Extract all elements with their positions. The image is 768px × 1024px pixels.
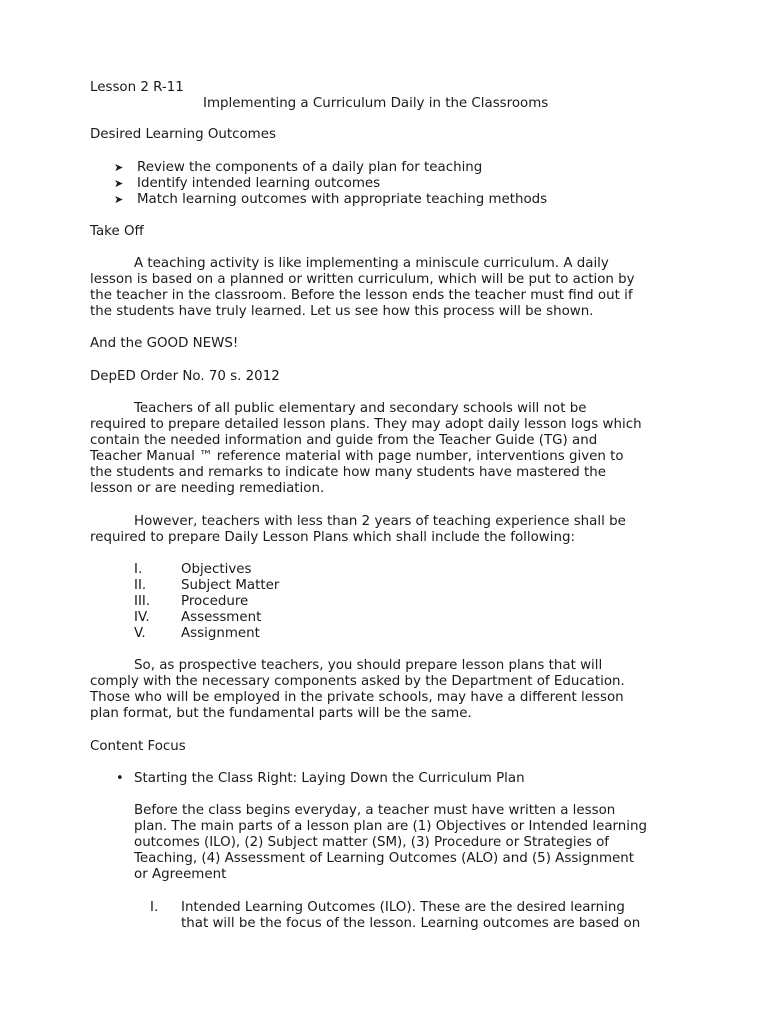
deped-order: DepED Order No. 70 s. 2012 — [90, 369, 280, 384]
news-p1-line: Teacher Manual ™ reference material with page number, interventions given to — [90, 449, 624, 464]
news-p3-line: Those who will be employed in the private schools, may have a different lesson — [90, 690, 624, 705]
plan-item-number: II. — [134, 578, 147, 593]
bullet-icon: • — [116, 771, 124, 786]
content-para-line: or Agreement — [134, 867, 227, 882]
plan-item-number: IV. — [134, 610, 150, 625]
lesson-title: Implementing a Curriculum Daily in the Classrooms — [203, 96, 549, 111]
content-para-line: outcomes (ILO), (2) Subject matter (SM), (3) Procedure or Strategies of — [134, 835, 610, 850]
news-p2-line: required to prepare Daily Lesson Plans which shall include the following: — [90, 530, 575, 545]
arrow-bullet-icon: ➤ — [114, 177, 124, 190]
arrow-bullet-icon: ➤ — [114, 161, 124, 174]
news-p1-line: Teachers of all public elementary and secondary schools will not be — [134, 401, 587, 416]
plan-item-label: Subject Matter — [181, 578, 280, 593]
content-para-line: plan. The main parts of a lesson plan are (1) Objectives or Intended learning — [134, 819, 647, 834]
content-para-line: Before the class begins everyday, a teacher must have written a lesson — [134, 803, 616, 818]
arrow-bullet-icon: ➤ — [114, 193, 124, 206]
lesson-id: Lesson 2 R-11 — [90, 80, 184, 95]
ilo-line: Intended Learning Outcomes (ILO). These are the desired learning — [181, 900, 625, 915]
plan-item-number: I. — [134, 562, 143, 577]
plan-item-label: Assessment — [181, 610, 262, 625]
takeoff-line: the teacher in the classroom. Before the lesson ends the teacher must find out if — [90, 288, 633, 303]
news-p1-line: the students and remarks to indicate how many students have mastered the — [90, 465, 606, 480]
outcome-item: Match learning outcomes with appropriate teaching methods — [137, 192, 548, 207]
content-bullet: Starting the Class Right: Laying Down the Curriculum Plan — [134, 771, 525, 786]
takeoff-line: lesson is based on a planned or written curriculum, which will be put to action by — [90, 272, 635, 287]
plan-item-label: Procedure — [181, 594, 249, 609]
plan-item-label: Objectives — [181, 562, 252, 577]
outcomes-heading: Desired Learning Outcomes — [90, 127, 276, 142]
news-p1-line: contain the needed information and guide from the Teacher Guide (TG) and — [90, 433, 598, 448]
outcome-item: Review the components of a daily plan for teaching — [137, 160, 483, 175]
ilo-number: I. — [150, 900, 159, 915]
plan-item-label: Assignment — [181, 626, 260, 641]
news-p3-line: So, as prospective teachers, you should prepare lesson plans that will — [134, 658, 603, 673]
news-p3-line: comply with the necessary components asked by the Department of Education. — [90, 674, 625, 689]
news-p1-line: required to prepare detailed lesson plans. They may adopt daily lesson logs which — [90, 417, 642, 432]
news-p1-line: lesson or are needing remediation. — [90, 481, 325, 496]
content-focus-heading: Content Focus — [90, 739, 186, 754]
news-p2-line: However, teachers with less than 2 years of teaching experience shall be — [134, 514, 626, 529]
ilo-line: that will be the focus of the lesson. Learning outcomes are based on — [181, 916, 641, 931]
news-p3-line: plan format, but the fundamental parts will be the same. — [90, 706, 472, 721]
good-news-heading: And the GOOD NEWS! — [90, 336, 239, 351]
plan-item-number: V. — [134, 626, 146, 641]
takeoff-line: A teaching activity is like implementing a miniscule curriculum. A daily — [134, 256, 609, 271]
takeoff-heading: Take Off — [90, 224, 144, 239]
plan-item-number: III. — [134, 594, 151, 609]
content-para-line: Teaching, (4) Assessment of Learning Outcomes (ALO) and (5) Assignment — [134, 851, 635, 866]
outcome-item: Identify intended learning outcomes — [137, 176, 381, 191]
takeoff-line: the students have truly learned. Let us see how this process will be shown. — [90, 304, 594, 319]
